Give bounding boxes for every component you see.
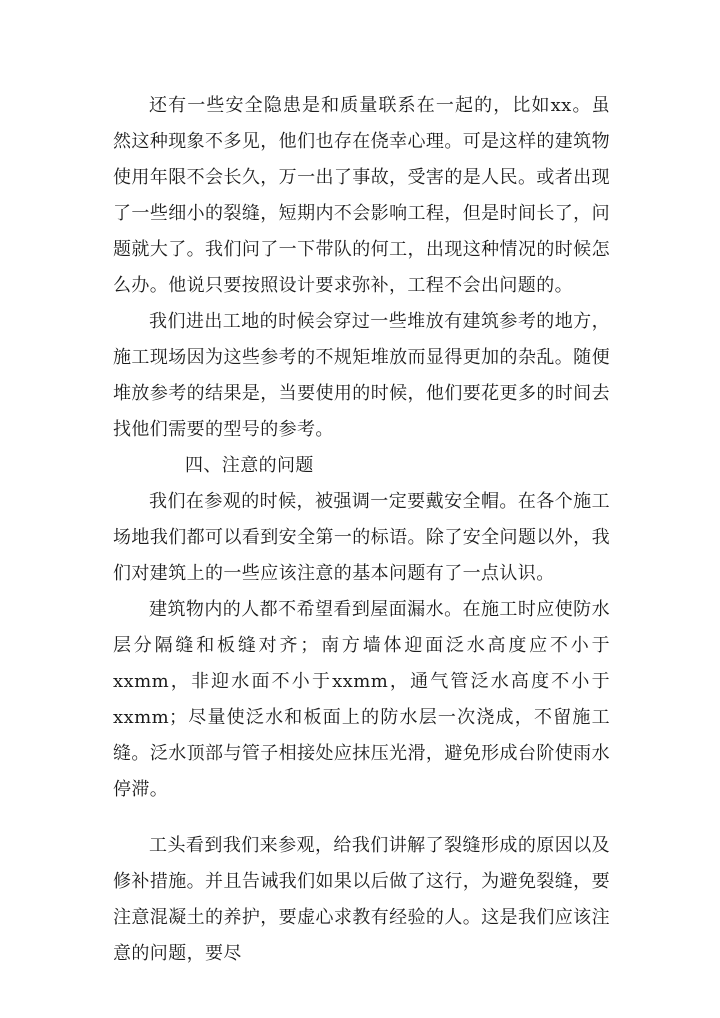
document-body [113,88,610,972]
paragraph-crack-prevention: 工头看到我们来参观，给我们讲解了裂缝形成的原因以及修补措施。并且告诫我们如果以后做了这行，为避免裂缝，要注意混凝土的养护，要虚心求教有经验的人。这是我们应该注意的问题，要尽 [113,835,610,964]
paragraph-safety-helmet: 我们在参观的时候，被强调一定要戴安全帽。在各个施工场地我们都可以看到安全第一的标语。除了安全问题以外，我们对建筑上的一些应该注意的基本问题有了一点认识。 [113,491,610,584]
paragraph-roof-waterproofing: 建筑物内的人都不希望看到屋面漏水。在施工时应使防水层分隔缝和板缝对齐；南方墙体迎面泛水高度应不小于xxmm，非迎水面不小于xxmm，通气管泛水高度不小于xxmm；尽量使泛水和板面上的防水层一次浇成，不留施工缝。泛水顶部与管子相接处应抹压光滑，避免形成台阶使雨水停滞。 [113,599,610,800]
paragraph-materials-storage: 我们进出工地的时候会穿过一些堆放有建筑参考的地方，施工现场因为这些参考的不规矩堆放而显得更加的杂乱。随便堆放参考的结果是，当要使用的时候，他们要花更多的时间去找他们需要的型号的参考。 [113,311,610,440]
section-heading-notes: 四、注意的问题 [185,455,314,476]
paragraph-safety-quality: 还有一些安全隐患是和质量联系在一起的，比如xx。虽然这种现象不多见，他们也存在侥幸心理。可是这样的建筑物使用年限不会长久，万一出了事故，受害的是人民。或者出现了一些细小的裂缝，短期内不会影响工程，但是时间长了，问题就大了。我们问了一下带队的何工，出现这种情况的时候怎么办。他说只要按照设计要求弥补，工程不会出问题的。 [113,95,610,296]
